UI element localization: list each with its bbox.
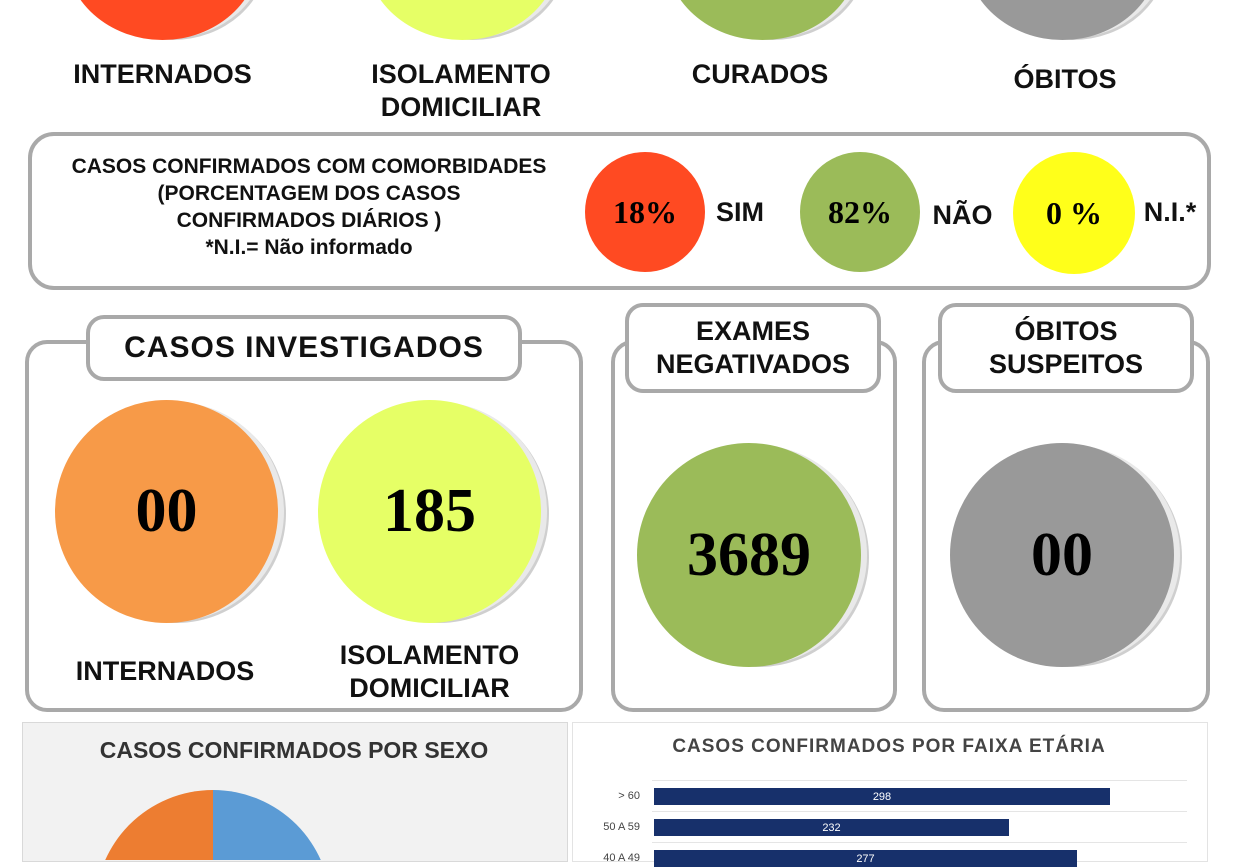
comorb-sim-label: SIM (715, 197, 764, 227)
negative-exams-circle: 3689 (637, 443, 861, 667)
suspect-deaths-title: ÓBITOS SUSPEITOS (938, 303, 1194, 393)
sex-pie-slice-blue (213, 790, 331, 860)
comorb-ni-circle: 0 % (1013, 152, 1135, 274)
age-gridline (652, 811, 1187, 812)
sex-chart-title: CASOS CONFIRMADOS POR SEXO (99, 737, 489, 763)
comorbidities-subtitle-2: CONFIRMADOS DIÁRIOS ) (176, 209, 442, 232)
investigated-internados-label: INTERNADOS (75, 656, 255, 686)
top-label-obitos: ÓBITOS (1013, 64, 1117, 94)
sex-pie-chart (95, 785, 335, 860)
age-tick-label-0: > 60 (618, 790, 640, 802)
investigated-isolamento-label: ISOLAMENTO DOMICILIAR (339, 640, 520, 703)
investigated-isolamento-circle: 185 (318, 400, 541, 623)
internados-circle (65, 0, 260, 40)
suspect-deaths-circle: 00 (950, 443, 1174, 667)
comorbidities-text (34, 153, 584, 261)
sex-pie-slice-orange (95, 790, 213, 860)
top-label-curados: CURADOS (691, 59, 829, 89)
age-tick-label-2: 40 A 49 (603, 852, 640, 864)
isolamento-circle (365, 0, 560, 40)
comorbidities-note: *N.I.= Não informado (205, 236, 413, 259)
age-bar-0: 298 (654, 788, 1110, 805)
age-tick-label-1: 50 A 59 (603, 821, 640, 833)
obitos-circle (965, 0, 1160, 40)
negative-exams-title: EXAMES NEGATIVADOS (625, 303, 881, 393)
comorb-sim-circle: 18% (585, 152, 705, 272)
top-label-internados: INTERNADOS (73, 59, 252, 89)
age-gridline (652, 780, 1187, 781)
investigated-title: CASOS INVESTIGADOS (86, 315, 522, 381)
comorb-nao-circle: 82% (800, 152, 920, 272)
comorb-ni-label: N.I.* (1143, 197, 1197, 227)
investigated-internados-circle: 00 (55, 400, 278, 623)
age-bar-1: 232 (654, 819, 1009, 836)
curados-circle (665, 0, 860, 40)
comorbidities-title: CASOS CONFIRMADOS COM COMORBIDADES (71, 155, 547, 178)
comorb-nao-label: NÃO (932, 200, 993, 230)
comorbidities-subtitle-1: (PORCENTAGEM DOS CASOS (157, 182, 461, 205)
top-label-isolamento: ISOLAMENTO DOMICILIAR (371, 59, 551, 122)
age-chart-title: CASOS CONFIRMADOS POR FAIXA ETÁRIA (672, 736, 1106, 757)
age-gridline (652, 842, 1187, 843)
age-bar-2: 277 (654, 850, 1077, 867)
